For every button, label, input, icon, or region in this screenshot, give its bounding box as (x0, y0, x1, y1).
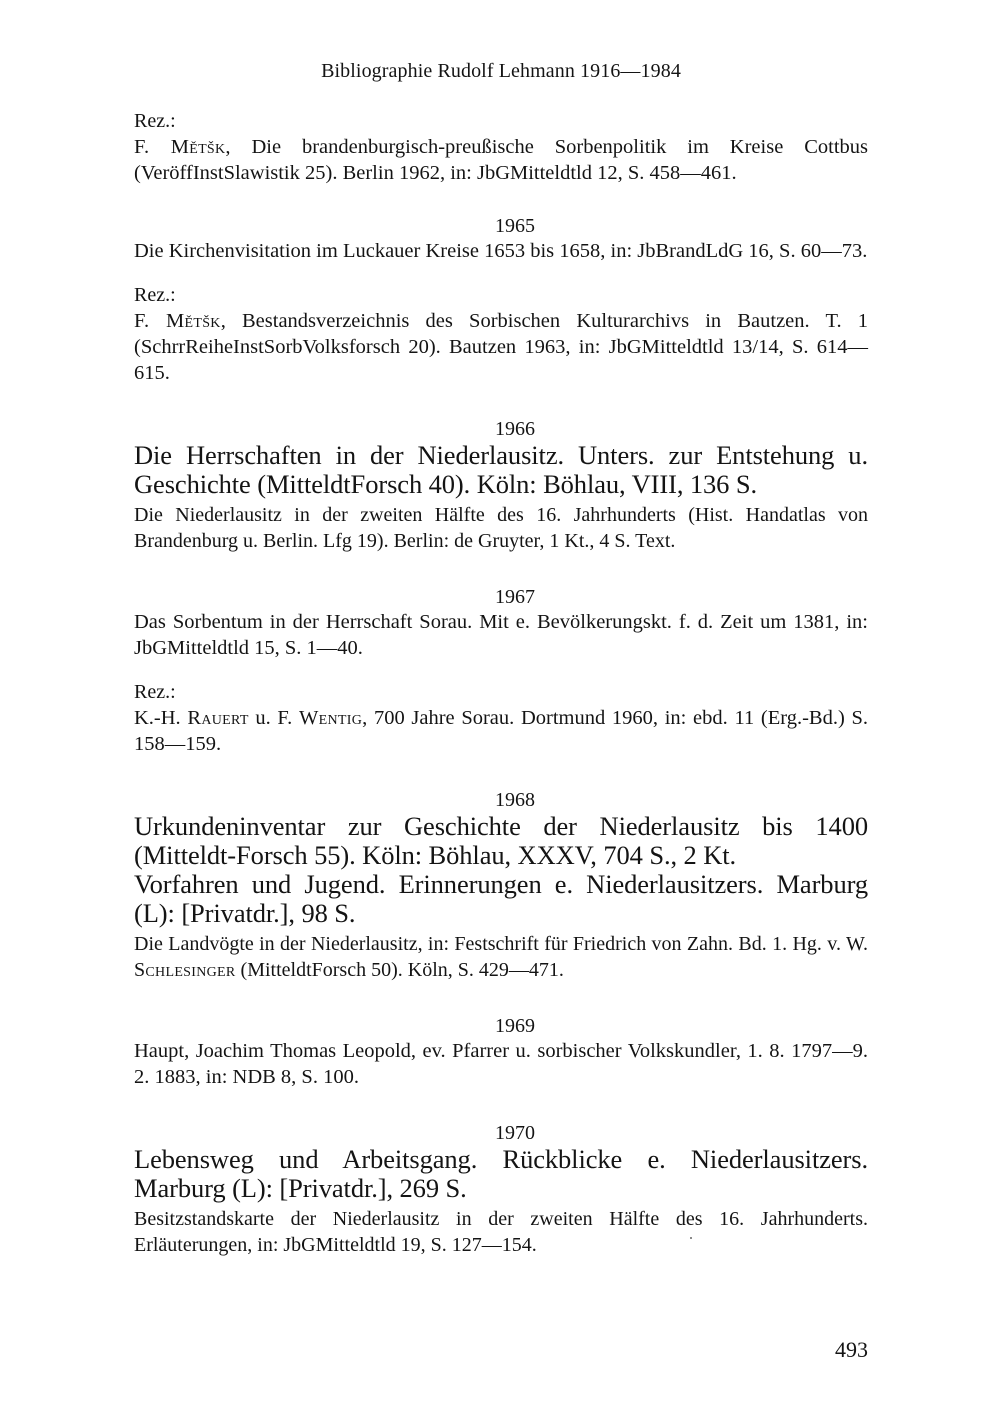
review-entry (134, 134, 868, 186)
year-heading: 1970 (495, 1122, 535, 1144)
bibliography-entry-monograph: Urkundeninventar zur Geschichte der Niederlausitz bis 1400 (Mitteldt-Forsch 55). Köln: Böhlau, XXXV, 704 S., 2 Kt. (134, 811, 868, 870)
editor-name: Schlesinger (134, 959, 236, 981)
review-label: Rez.: (134, 284, 176, 306)
section-1967 (134, 585, 868, 757)
running-head: Bibliographie Rudolf Lehmann 1916—1984 (321, 60, 681, 82)
review-text: , Die brandenburgisch-preußische Sorbenpolitik im Kreise Cottbus (VeröffInstSlawistik 25). Berlin 1962, in: JbGMitteldtld 12, S. 458—461. (134, 136, 868, 184)
document-page (134, 0, 868, 1419)
review-author-initials: K.-H. (134, 707, 188, 729)
entry-text: Die Landvögte in der Niederlausitz, in: Festschrift für Friedrich von Zahn. Bd. 1. Hg. v. W. (134, 933, 868, 955)
section-1970 (134, 1121, 868, 1258)
bibliography-entry-monograph: Vorfahren und Jugend. Erinnerungen e. Niederlausitzers. Marburg (L): [Privatdr.], 98 S. (134, 869, 868, 928)
bibliography-entry: Das Sorbentum in der Herrschaft Sorau. Mit e. Bevölkerungskt. f. d. Zeit um 1381, in: JbGMitteldtld 15, S. 1—40. (134, 611, 868, 659)
page-number: 493 (835, 1337, 868, 1362)
review-text: , Bestandsverzeichnis des Sorbischen Kulturarchivs in Bautzen. T. 1 (SchrrReiheInstSorbVolksforsch 20). Bautzen 1963, in: JbGMitteldtld 13/14, S. 614—615. (134, 310, 868, 384)
bibliography-content (134, 108, 868, 1258)
year-heading: 1969 (495, 1015, 535, 1037)
section-continuation (134, 108, 868, 186)
year-heading: 1968 (495, 789, 535, 811)
bibliography-entry: Haupt, Joachim Thomas Leopold, ev. Pfarrer u. sorbischer Volkskundler, 1. 8. 1797—9. 2. 1883, in: NDB 8, S. 100. (134, 1040, 868, 1088)
review-author: F. Mětšk (134, 310, 221, 332)
year-heading: 1966 (495, 418, 535, 440)
bibliography-entry: Die Niederlausitz in der zweiten Hälfte des 16. Jahrhunderts (Hist. Handatlas von Brandenburg u. Berlin. Lfg 19). Berlin: de Gruyter, 1 Kt., 4 S. Text. (134, 504, 868, 552)
review-entry (134, 308, 868, 386)
print-speck (690, 1237, 692, 1239)
section-1969 (134, 1014, 868, 1090)
entry-text: (MitteldtForsch 50). Köln, S. 429—471. (235, 959, 564, 981)
review-label: Rez.: (134, 110, 176, 132)
review-author: Rauert (187, 707, 249, 729)
review-entry (134, 705, 868, 757)
bibliography-entry (134, 931, 868, 983)
bibliography-entry: Die Kirchenvisitation im Luckauer Kreise 1653 bis 1658, in: JbBrandLdG 16, S. 60—73. (134, 240, 868, 262)
review-text: , 700 Jahre Sorau. Dortmund 1960, in: ebd. 11 (Erg.-Bd.) S. 158—159. (134, 707, 868, 755)
review-author: Wentig (299, 707, 363, 729)
review-author: F. Mětšk (134, 136, 226, 158)
bibliography-entry-monograph: Lebensweg und Arbeitsgang. Rückblicke e. Niederlausitzers. Marburg (L): [Privatdr.], 269 S. (134, 1144, 868, 1203)
review-connector: u. F. (248, 707, 299, 729)
section-1965 (134, 214, 868, 386)
section-1966 (134, 417, 868, 554)
year-heading: 1967 (495, 586, 535, 608)
review-label: Rez.: (134, 681, 176, 703)
bibliography-entry: Besitzstandskarte der Niederlausitz in der zweiten Hälfte des 16. Jahrhunderts. Erläuterungen, in: JbGMitteldtld 19, S. 127—154. (134, 1208, 868, 1256)
section-1968 (134, 788, 868, 983)
year-heading: 1965 (495, 215, 535, 237)
bibliography-entry-monograph: Die Herrschaften in der Niederlausitz. Unters. zur Entstehung u. Geschichte (MitteldtForsch 40). Köln: Böhlau, VIII, 136 S. (134, 440, 868, 499)
